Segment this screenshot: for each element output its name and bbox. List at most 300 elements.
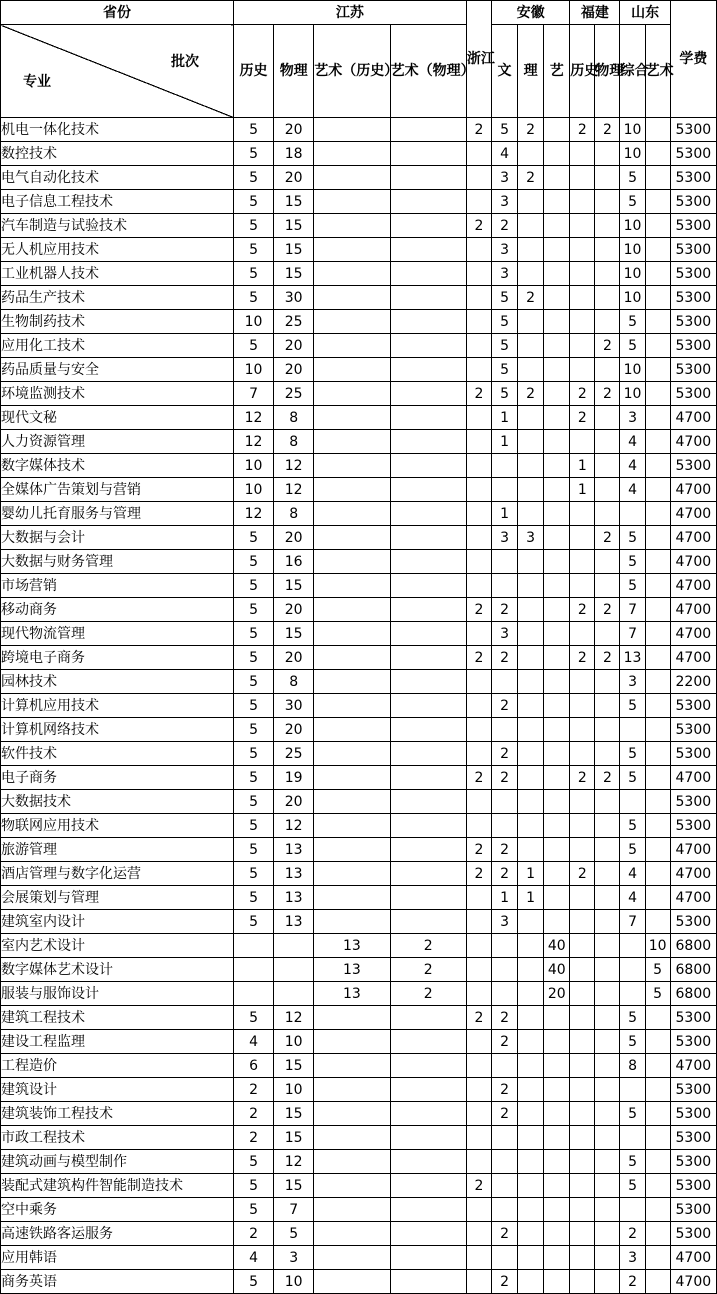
table-cell: 2 xyxy=(595,598,620,622)
table-cell xyxy=(466,790,491,814)
table-cell: 5 xyxy=(233,142,273,166)
table-row xyxy=(1,1078,717,1102)
table-cell xyxy=(570,1078,595,1102)
col-js-history: 历史 xyxy=(233,25,273,118)
table-cell xyxy=(570,958,595,982)
table-cell: 5 xyxy=(233,1150,273,1174)
table-cell xyxy=(518,574,544,598)
table-cell: 2 xyxy=(491,1270,517,1294)
table-cell: 2 xyxy=(491,646,517,670)
col-js-physics: 物理 xyxy=(274,25,314,118)
table-cell xyxy=(518,1150,544,1174)
table-cell: 25 xyxy=(274,310,314,334)
table-cell xyxy=(645,262,670,286)
table-cell xyxy=(595,1246,620,1270)
table-cell: 2 xyxy=(620,1222,645,1246)
table-cell: 5300 xyxy=(670,1150,716,1174)
table-cell: 15 xyxy=(274,190,314,214)
table-cell xyxy=(645,718,670,742)
table-cell xyxy=(390,1174,466,1198)
table-cell xyxy=(645,742,670,766)
table-cell xyxy=(518,430,544,454)
major-name-cell: 应用韩语 xyxy=(1,1246,234,1270)
table-cell xyxy=(595,886,620,910)
table-cell xyxy=(595,718,620,742)
table-cell: 12 xyxy=(233,430,273,454)
table-cell: 4700 xyxy=(670,1270,716,1294)
table-cell: 10 xyxy=(645,934,670,958)
table-cell xyxy=(645,1126,670,1150)
table-cell xyxy=(466,934,491,958)
table-cell xyxy=(491,958,517,982)
table-cell xyxy=(314,814,390,838)
table-cell: 5300 xyxy=(670,718,716,742)
table-cell xyxy=(570,574,595,598)
table-cell xyxy=(544,478,570,502)
table-cell xyxy=(314,1174,390,1198)
table-cell xyxy=(233,982,273,1006)
col-sd-comprehensive: 综合 xyxy=(620,25,645,118)
table-cell xyxy=(466,958,491,982)
table-cell xyxy=(314,1054,390,1078)
major-name-cell: 生物制药技术 xyxy=(1,310,234,334)
table-cell xyxy=(595,982,620,1006)
table-cell: 8 xyxy=(274,670,314,694)
major-name-cell: 婴幼儿托育服务与管理 xyxy=(1,502,234,526)
table-cell: 10 xyxy=(620,142,645,166)
table-cell: 2 xyxy=(595,334,620,358)
table-cell: 5 xyxy=(233,862,273,886)
table-cell: 30 xyxy=(274,694,314,718)
table-cell xyxy=(274,982,314,1006)
table-cell: 5 xyxy=(620,334,645,358)
table-cell: 5 xyxy=(491,286,517,310)
table-cell xyxy=(314,1030,390,1054)
table-cell: 5 xyxy=(233,526,273,550)
table-cell xyxy=(645,790,670,814)
table-cell xyxy=(544,1150,570,1174)
table-cell: 5300 xyxy=(670,694,716,718)
major-name-cell: 旅游管理 xyxy=(1,838,234,862)
table-row xyxy=(1,310,717,334)
table-cell xyxy=(314,646,390,670)
table-cell: 4700 xyxy=(670,862,716,886)
table-row xyxy=(1,1006,717,1030)
table-cell xyxy=(544,1174,570,1198)
table-cell: 3 xyxy=(491,910,517,934)
table-cell: 5 xyxy=(233,550,273,574)
table-cell xyxy=(544,1078,570,1102)
table-cell xyxy=(595,1102,620,1126)
table-cell xyxy=(570,742,595,766)
table-cell xyxy=(645,814,670,838)
table-cell: 13 xyxy=(314,934,390,958)
table-cell: 7 xyxy=(274,1198,314,1222)
table-cell xyxy=(645,286,670,310)
table-cell: 1 xyxy=(570,478,595,502)
table-cell: 1 xyxy=(570,454,595,478)
table-cell xyxy=(570,214,595,238)
table-cell xyxy=(570,166,595,190)
table-cell xyxy=(518,190,544,214)
table-cell xyxy=(518,910,544,934)
major-name-cell: 机电一体化技术 xyxy=(1,118,234,142)
table-cell xyxy=(595,550,620,574)
table-cell: 8 xyxy=(620,1054,645,1078)
table-cell xyxy=(544,1102,570,1126)
table-cell xyxy=(491,718,517,742)
table-cell xyxy=(595,502,620,526)
table-cell: 5 xyxy=(620,550,645,574)
table-cell xyxy=(570,670,595,694)
table-cell: 5300 xyxy=(670,1198,716,1222)
table-cell: 2 xyxy=(491,1006,517,1030)
table-cell: 4 xyxy=(620,430,645,454)
table-cell xyxy=(390,1150,466,1174)
table-row xyxy=(1,1222,717,1246)
table-cell xyxy=(570,430,595,454)
table-cell xyxy=(274,958,314,982)
table-cell: 2 xyxy=(570,598,595,622)
table-row xyxy=(1,1102,717,1126)
table-cell xyxy=(570,1126,595,1150)
table-cell: 3 xyxy=(491,526,517,550)
table-cell: 10 xyxy=(233,358,273,382)
table-cell: 5 xyxy=(233,910,273,934)
table-cell: 5 xyxy=(233,118,273,142)
table-cell xyxy=(390,1126,466,1150)
major-name-cell: 药品生产技术 xyxy=(1,286,234,310)
table-cell xyxy=(390,1102,466,1126)
table-cell: 5 xyxy=(620,190,645,214)
table-cell xyxy=(390,262,466,286)
header-row-provinces xyxy=(1,1,717,25)
major-name-cell: 人力资源管理 xyxy=(1,430,234,454)
table-cell xyxy=(570,814,595,838)
table-cell xyxy=(314,238,390,262)
table-cell: 10 xyxy=(620,118,645,142)
table-cell xyxy=(314,670,390,694)
table-cell xyxy=(518,790,544,814)
table-cell xyxy=(314,406,390,430)
table-cell xyxy=(518,1174,544,1198)
table-row xyxy=(1,814,717,838)
col-ah-art: 艺 xyxy=(544,25,570,118)
table-cell xyxy=(595,310,620,334)
anhui-header: 安徽 xyxy=(491,1,569,25)
table-cell: 1 xyxy=(491,886,517,910)
table-cell xyxy=(570,934,595,958)
table-cell: 2 xyxy=(390,982,466,1006)
table-cell: 5300 xyxy=(670,1030,716,1054)
table-cell xyxy=(518,1078,544,1102)
table-cell xyxy=(390,406,466,430)
table-cell xyxy=(466,1054,491,1078)
major-name-cell: 工业机器人技术 xyxy=(1,262,234,286)
table-cell xyxy=(390,646,466,670)
table-cell xyxy=(518,694,544,718)
table-cell xyxy=(595,1198,620,1222)
table-cell xyxy=(390,886,466,910)
table-row xyxy=(1,214,717,238)
table-cell xyxy=(544,118,570,142)
table-cell xyxy=(314,598,390,622)
table-cell: 2200 xyxy=(670,670,716,694)
table-cell xyxy=(620,934,645,958)
table-cell: 8 xyxy=(274,406,314,430)
table-cell xyxy=(466,1102,491,1126)
table-cell xyxy=(595,454,620,478)
table-cell xyxy=(595,1078,620,1102)
table-cell xyxy=(570,886,595,910)
table-cell: 5 xyxy=(233,1006,273,1030)
table-cell: 4700 xyxy=(670,406,716,430)
table-cell xyxy=(570,238,595,262)
table-cell xyxy=(491,814,517,838)
table-cell xyxy=(466,718,491,742)
table-cell xyxy=(491,670,517,694)
table-row xyxy=(1,934,717,958)
table-cell xyxy=(620,718,645,742)
table-cell: 2 xyxy=(595,526,620,550)
table-cell xyxy=(544,1270,570,1294)
table-cell xyxy=(570,1198,595,1222)
table-cell xyxy=(518,982,544,1006)
table-cell xyxy=(314,214,390,238)
table-cell xyxy=(233,934,273,958)
diagonal-header-cell xyxy=(1,25,234,118)
table-cell: 2 xyxy=(570,766,595,790)
table-cell xyxy=(466,694,491,718)
table-cell: 20 xyxy=(274,646,314,670)
table-row xyxy=(1,718,717,742)
table-row xyxy=(1,286,717,310)
table-cell xyxy=(645,214,670,238)
table-cell xyxy=(390,214,466,238)
table-cell xyxy=(544,526,570,550)
table-cell xyxy=(570,910,595,934)
table-cell xyxy=(491,1150,517,1174)
table-cell xyxy=(491,550,517,574)
table-cell xyxy=(544,190,570,214)
major-name-cell: 数控技术 xyxy=(1,142,234,166)
table-cell xyxy=(645,382,670,406)
table-cell xyxy=(466,1270,491,1294)
table-cell: 5300 xyxy=(670,166,716,190)
table-cell xyxy=(466,142,491,166)
table-cell: 18 xyxy=(274,142,314,166)
table-cell xyxy=(544,358,570,382)
table-cell xyxy=(518,598,544,622)
table-cell xyxy=(314,478,390,502)
table-cell xyxy=(595,862,620,886)
table-cell xyxy=(390,334,466,358)
table-cell: 2 xyxy=(570,118,595,142)
table-cell xyxy=(518,742,544,766)
table-cell xyxy=(544,886,570,910)
table-cell xyxy=(544,1222,570,1246)
table-cell: 2 xyxy=(491,1078,517,1102)
table-cell: 5 xyxy=(233,1174,273,1198)
table-cell: 4 xyxy=(620,886,645,910)
table-cell: 8 xyxy=(274,502,314,526)
table-cell: 5 xyxy=(620,166,645,190)
table-cell: 5300 xyxy=(670,1006,716,1030)
table-cell xyxy=(595,670,620,694)
table-cell xyxy=(390,166,466,190)
table-cell xyxy=(518,670,544,694)
table-cell: 15 xyxy=(274,1054,314,1078)
table-cell xyxy=(390,1222,466,1246)
table-cell xyxy=(620,1126,645,1150)
table-cell xyxy=(314,502,390,526)
table-cell: 2 xyxy=(620,1270,645,1294)
table-cell xyxy=(645,478,670,502)
table-cell xyxy=(595,622,620,646)
table-cell: 6800 xyxy=(670,982,716,1006)
table-cell xyxy=(645,310,670,334)
table-cell: 4700 xyxy=(670,502,716,526)
table-cell xyxy=(314,694,390,718)
table-cell xyxy=(518,1270,544,1294)
table-cell xyxy=(570,1222,595,1246)
table-cell xyxy=(645,766,670,790)
table-cell xyxy=(466,814,491,838)
table-cell xyxy=(466,358,491,382)
table-cell xyxy=(314,1222,390,1246)
table-cell: 10 xyxy=(274,1270,314,1294)
table-row xyxy=(1,958,717,982)
table-row xyxy=(1,1126,717,1150)
table-cell xyxy=(233,958,273,982)
table-cell xyxy=(544,262,570,286)
table-cell xyxy=(390,382,466,406)
table-cell: 5 xyxy=(233,262,273,286)
table-cell xyxy=(595,838,620,862)
table-cell: 3 xyxy=(491,622,517,646)
table-cell xyxy=(595,790,620,814)
table-cell xyxy=(544,1198,570,1222)
table-cell xyxy=(466,1078,491,1102)
table-cell: 4700 xyxy=(670,550,716,574)
table-cell: 13 xyxy=(314,982,390,1006)
major-name-cell: 大数据与财务管理 xyxy=(1,550,234,574)
table-cell: 2 xyxy=(570,406,595,430)
table-cell: 4 xyxy=(620,862,645,886)
table-cell xyxy=(314,454,390,478)
table-cell xyxy=(390,454,466,478)
table-cell xyxy=(544,214,570,238)
table-cell xyxy=(645,1078,670,1102)
table-cell: 7 xyxy=(620,598,645,622)
table-cell xyxy=(544,334,570,358)
table-row xyxy=(1,190,717,214)
table-cell xyxy=(544,838,570,862)
table-cell: 10 xyxy=(620,214,645,238)
table-cell xyxy=(595,1006,620,1030)
table-cell xyxy=(491,790,517,814)
table-cell: 5300 xyxy=(670,1222,716,1246)
table-cell: 13 xyxy=(274,838,314,862)
table-cell: 5 xyxy=(620,574,645,598)
table-cell: 3 xyxy=(274,1246,314,1270)
table-cell xyxy=(645,1102,670,1126)
table-cell: 5 xyxy=(491,118,517,142)
table-cell xyxy=(390,910,466,934)
table-row xyxy=(1,1030,717,1054)
table-cell xyxy=(466,1150,491,1174)
table-cell xyxy=(544,718,570,742)
table-cell xyxy=(544,1054,570,1078)
table-cell: 2 xyxy=(491,1222,517,1246)
major-name-cell: 电气自动化技术 xyxy=(1,166,234,190)
table-cell xyxy=(390,694,466,718)
col-fj-physics: 物理 xyxy=(595,25,620,118)
table-cell: 20 xyxy=(274,166,314,190)
table-cell xyxy=(314,310,390,334)
table-cell: 4700 xyxy=(670,886,716,910)
table-cell xyxy=(645,1246,670,1270)
table-cell: 2 xyxy=(491,838,517,862)
table-cell: 2 xyxy=(570,646,595,670)
table-cell: 4 xyxy=(233,1246,273,1270)
table-cell xyxy=(645,910,670,934)
table-cell xyxy=(390,1198,466,1222)
major-name-cell: 大数据与会计 xyxy=(1,526,234,550)
table-cell: 5 xyxy=(233,1270,273,1294)
table-cell xyxy=(518,1222,544,1246)
table-cell xyxy=(466,886,491,910)
table-cell: 1 xyxy=(491,502,517,526)
table-cell: 15 xyxy=(274,1102,314,1126)
table-cell xyxy=(466,262,491,286)
table-cell xyxy=(645,502,670,526)
table-cell xyxy=(518,1054,544,1078)
table-cell: 7 xyxy=(233,382,273,406)
table-cell xyxy=(518,310,544,334)
table-cell: 5 xyxy=(233,814,273,838)
table-cell xyxy=(518,214,544,238)
table-cell xyxy=(466,454,491,478)
table-cell xyxy=(645,166,670,190)
table-cell: 4700 xyxy=(670,622,716,646)
major-name-cell: 全媒体广告策划与营销 xyxy=(1,478,234,502)
table-cell xyxy=(314,838,390,862)
table-cell: 25 xyxy=(274,382,314,406)
table-cell: 15 xyxy=(274,238,314,262)
table-cell xyxy=(390,598,466,622)
table-cell xyxy=(570,1270,595,1294)
table-cell xyxy=(314,190,390,214)
table-cell xyxy=(518,646,544,670)
table-cell: 13 xyxy=(274,886,314,910)
table-cell: 2 xyxy=(570,382,595,406)
table-cell: 10 xyxy=(274,1078,314,1102)
major-name-cell: 商务英语 xyxy=(1,1270,234,1294)
table-cell xyxy=(390,766,466,790)
table-cell xyxy=(620,982,645,1006)
table-cell xyxy=(570,790,595,814)
table-cell xyxy=(314,526,390,550)
table-cell: 4700 xyxy=(670,766,716,790)
table-cell xyxy=(645,838,670,862)
major-name-cell: 应用化工技术 xyxy=(1,334,234,358)
table-cell xyxy=(570,286,595,310)
table-cell: 2 xyxy=(595,766,620,790)
table-cell xyxy=(595,910,620,934)
major-name-cell: 物联网应用技术 xyxy=(1,814,234,838)
table-cell xyxy=(595,430,620,454)
